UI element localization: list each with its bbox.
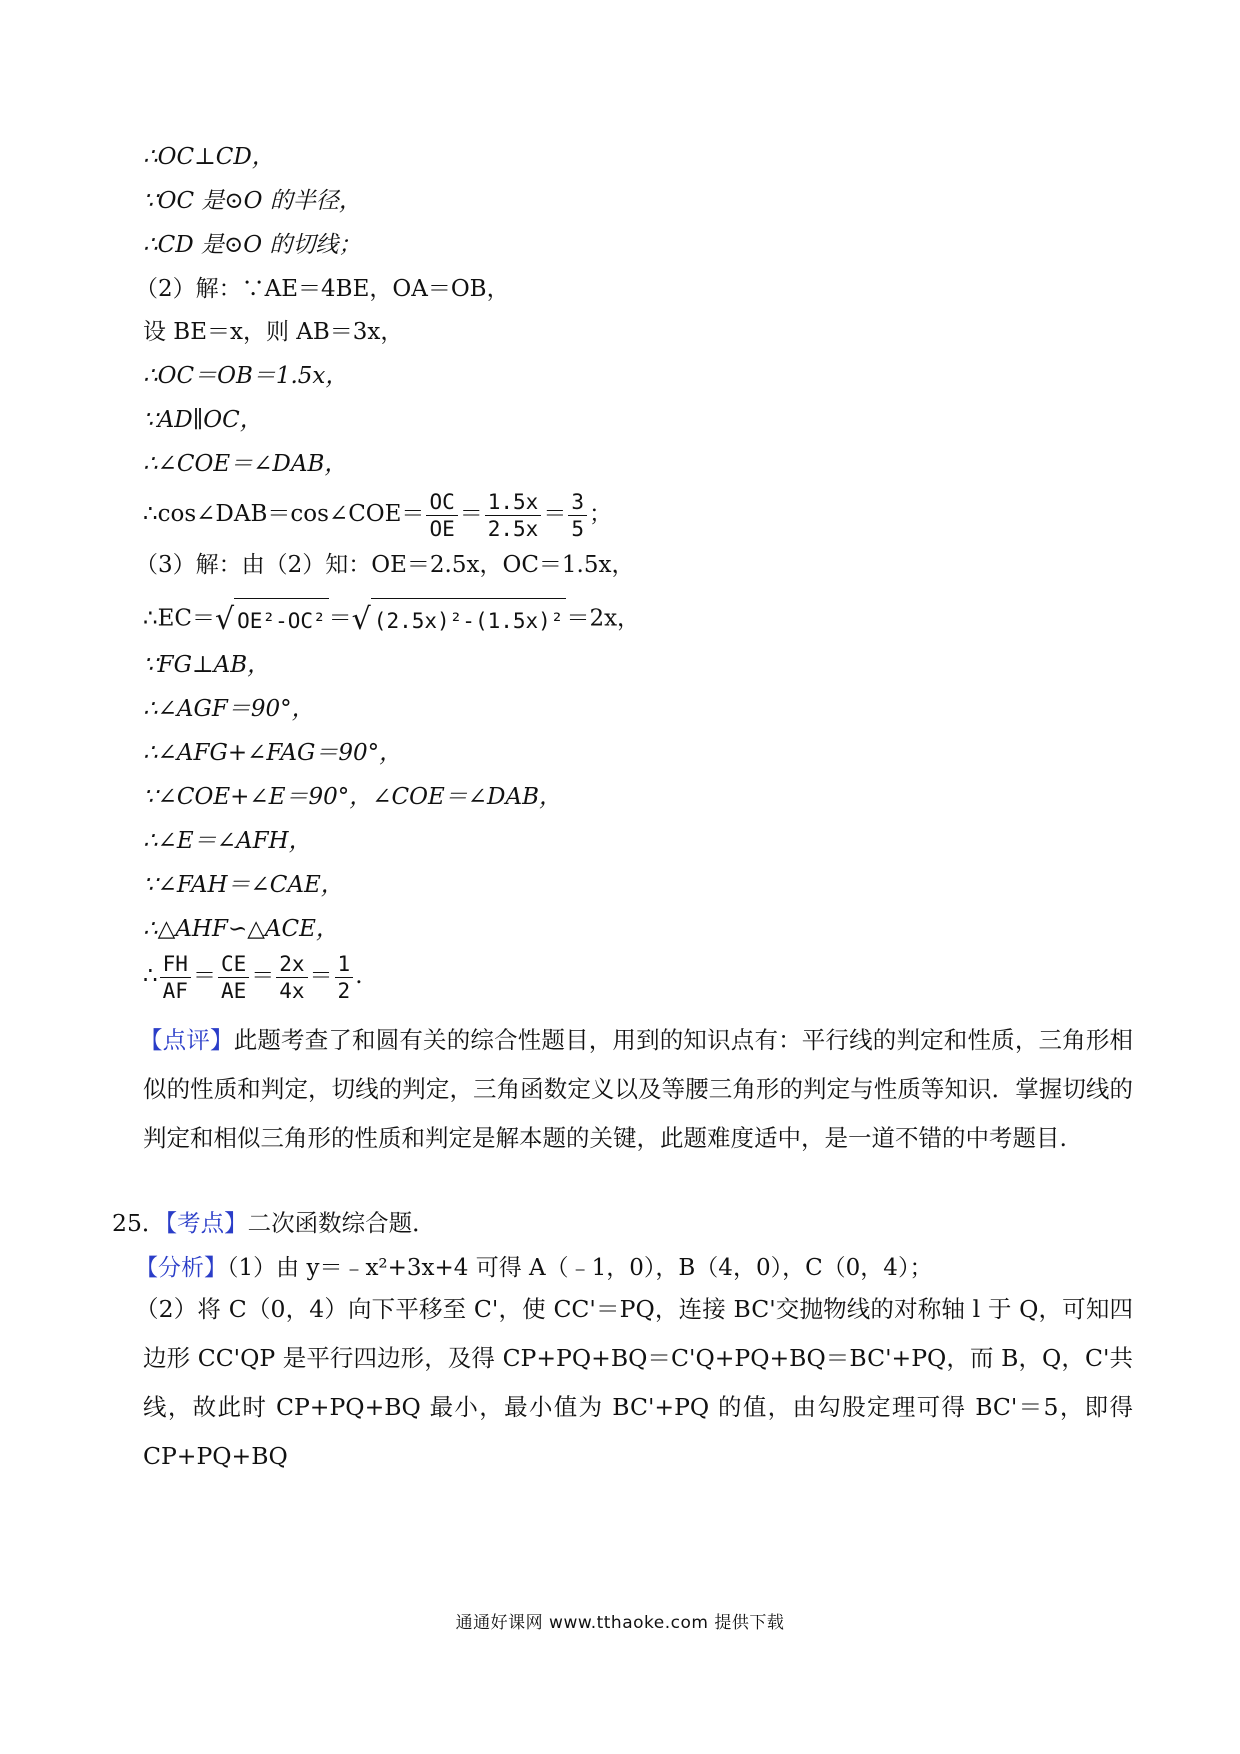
equals-sign: ＝ (309, 963, 333, 989)
proof-line: ∵∠FAH＝∠CAE， (143, 872, 344, 898)
fraction (276, 951, 307, 1004)
numerator: FH (160, 951, 191, 978)
ec-suffix: ＝2x， (566, 605, 641, 632)
proof-line: ∵AD∥OC， (143, 407, 263, 433)
equals-sign: ＝ (251, 963, 275, 989)
numerator: OC (426, 489, 457, 516)
proof-line: ∴∠AFG+∠FAG＝90°， (143, 740, 403, 766)
denominator: AE (220, 978, 247, 1003)
radicand: (2.5x)²-(1.5x)² (371, 598, 567, 641)
denominator: 2.5x (487, 516, 539, 541)
analysis-part2: （2）将 C（0，4）向下平移至 C'，使 CC'＝PQ，连接 BC'交抛物线的对称轴 l 于 Q，可知四边形 CC'QP 是平行四边形，及得 CP+PQ+BQ＝C'Q+PQ+BQ＝BC'+PQ，而 B，Q，C'共线，故此时 CP+PQ+BQ 最小，最小值为 BC'+PQ 的值，由勾股定理可得 BC'＝5，即得 CP+PQ+BQ (135, 1295, 1133, 1470)
question-number: 25． (112, 1209, 166, 1237)
comment-tag: 【点评】 (139, 1026, 234, 1054)
proof-line: ∴∠E＝∠AFH， (143, 828, 312, 854)
ec-equation (143, 598, 1140, 641)
numerator: 3 (568, 489, 587, 516)
proof-line: ∴CD 是⊙O 的切线； (143, 232, 362, 258)
proof-line: ∴∠COE＝∠DAB， (143, 451, 348, 477)
numerator: 1.5x (485, 489, 542, 516)
numerator: 1 (335, 951, 354, 978)
comment-text: 此题考查了和圆有关的综合性题目，用到的知识点有：平行线的判定和性质，三角形相似的性质和判定，切线的判定，三角函数定义以及等腰三角形的判定与性质等知识．掌握切线的判定和相似三角形的性质和判定是解本题的关键，此题难度适中，是一道不错的中考题目. (143, 1026, 1134, 1152)
semicolon: ； (588, 501, 612, 527)
denominator: OE (429, 516, 455, 541)
denominator: 5 (571, 516, 584, 541)
analysis-line (135, 1253, 1140, 1283)
proof-line: ∴∠AGF＝90°， (143, 696, 315, 722)
proof-line: ∵OC 是⊙O 的半径， (143, 188, 362, 214)
fraction (426, 489, 457, 542)
analysis-tag: 【分析】 (135, 1255, 227, 1281)
comment-paragraph (139, 1016, 1134, 1163)
question-header (112, 1208, 1140, 1238)
period: . (355, 963, 363, 989)
proof-line: ∴OC⊥CD， (143, 144, 275, 170)
proof-line: ∵FG⊥AB， (143, 652, 271, 678)
fraction (335, 951, 354, 1004)
key-point-tag: 【考点】 (165, 1209, 248, 1237)
fraction (218, 951, 249, 1004)
fraction (568, 489, 587, 542)
proof-line: （3）解：由（2）知：OE＝2.5x，OC＝1.5x， (135, 552, 635, 578)
proof-line: ∴OC＝OB＝1.5x， (143, 363, 349, 389)
proof-line: ∴△AHF∽△ACE， (143, 916, 339, 942)
numerator: CE (218, 951, 249, 978)
equals-sign: ＝ (459, 501, 483, 527)
cos-prefix: ∴cos∠DAB＝cos∠COE＝ (143, 501, 425, 527)
key-point-text: 二次函数综合题． (247, 1209, 436, 1237)
denominator: 4x (279, 978, 305, 1003)
ratio-equation (143, 950, 1140, 1004)
analysis-part1: （1）由 y＝﹣x²+3x+4 可得 A（﹣1，0），B（4，0），C（0，4）； (227, 1255, 933, 1281)
sqrt-expression: √ (2.5x)²-(1.5x)² (352, 598, 567, 641)
fraction (485, 489, 542, 542)
equals-sign: ＝ (328, 605, 352, 632)
radicand: OE²-OC² (234, 598, 329, 641)
proof-line: ∵∠COE+∠E＝90°，∠COE＝∠DAB， (143, 784, 562, 810)
equals-sign: ＝ (543, 501, 567, 527)
page-footer: 通通好课网 www.tthaoke.com 提供下载 (455, 1613, 785, 1633)
denominator: AF (162, 978, 188, 1003)
sqrt-expression: √ OE²-OC² (215, 598, 329, 641)
denominator: 2 (337, 978, 351, 1003)
therefore-sign: ∴ (143, 963, 158, 989)
ec-prefix: ∴EC＝ (143, 605, 216, 632)
fraction (160, 951, 191, 1004)
proof-line: 设 BE＝x，则 AB＝3x， (143, 319, 404, 345)
equals-sign: ＝ (192, 963, 216, 989)
cos-equation (143, 488, 1140, 542)
numerator: 2x (276, 951, 307, 978)
proof-line: （2）解：∵AE＝4BE，OA＝OB， (135, 276, 510, 302)
